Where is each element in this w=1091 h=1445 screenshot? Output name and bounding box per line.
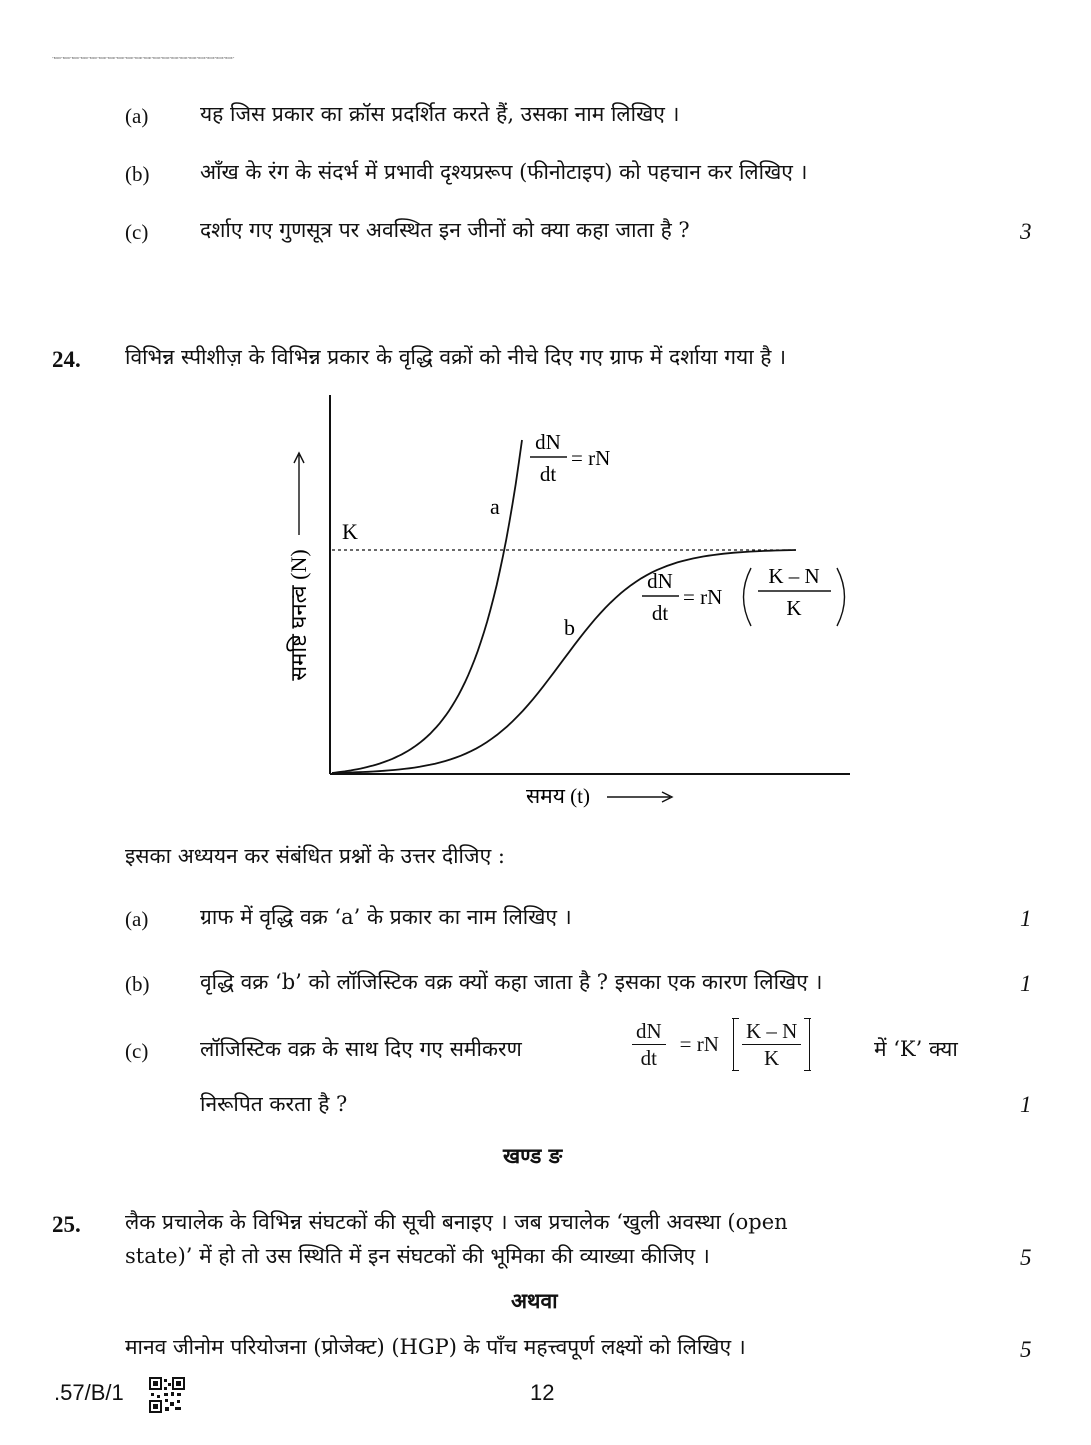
k-label: K [342,519,358,544]
curve-b-logistic [332,550,796,773]
eq-den: dt [640,1046,657,1070]
q24-b-text: वृद्धि वक्र ‘b’ को लॉजिस्टिक वक्र क्यों कहा जाता है ? इसका एक कारण लिखिए । [200,970,823,994]
q24-c-label: (c) [125,1039,149,1063]
eq-b-paren-right [837,568,845,626]
q23-a-label: (a) [125,104,149,128]
eq-frac [632,1018,666,1071]
eq-bracket-left-serif [732,1018,739,1071]
eq-bracket-den: K [764,1046,780,1070]
q23-a-text: यह जिस प्रकार का क्रॉस प्रदर्शित करते हैं, उसका नाम लिखिए । [200,102,680,126]
eq-a-den: dt [539,462,557,486]
growth-curve-chart [270,385,870,825]
q24-stem: विभिन्न स्पीशीज़ के विभिन्न प्रकार के वृद्धि वक्रों को नीचे दिए गए ग्राफ में दर्शाया गया है । [125,345,787,369]
eq-b-num: dN [647,569,673,593]
section-heading: खण्ड ङ [503,1143,563,1168]
q24-c-text-before: लॉजिस्टिक वक्र के साथ दिए गए समीकरण [200,1037,522,1061]
q23-c-label: (c) [125,220,149,244]
or-heading: अथवा [511,1288,558,1313]
eq-rhs: = rN [679,1032,719,1056]
paper-code: .57/B/1 [54,1380,124,1405]
q24-c-text-after: में ‘K’ क्या [874,1037,958,1061]
q25-alt-marks: 5 [1020,1337,1032,1362]
q24-c-marks: 1 [1020,1092,1032,1117]
curve-a-exponential [332,440,522,773]
q25-number: 25. [52,1212,81,1237]
eq-b-paren-num: K – N [768,564,820,588]
q24-c-text-line2: निरूपित करता है ? [200,1092,348,1116]
y-axis-title-group [286,453,311,681]
eq-bracket-right-serif [804,1018,811,1071]
q24-a-marks: 1 [1020,906,1032,931]
q23-marks: 3 [1020,219,1032,244]
q24-a-text: ग्राफ में वृद्धि वक्र ‘a’ के प्रकार का नाम लिखिए । [200,905,572,929]
q24-b-marks: 1 [1020,971,1032,996]
q24-number: 24. [52,347,81,372]
q23-c-text: दर्शाए गए गुणसूत्र पर अवस्थित इन जीनों को क्या कहा जाता है ? [200,218,690,242]
header-microtext: *BOOK*BOOK*BOOK*BOOK*BOOK*BOOK*BOOK*BOOK*BOOK*BOOK*BOOK*BOOK*BOOK*BOOK*BOOK*BOOK*BOOK*BOOK*BOOK*BOOK* [52,56,235,60]
eq-a-rhs: = rN [571,446,611,470]
eq-bracket-frac [742,1018,801,1071]
q25-line1: लैक प्रचालेक के विभिन्न संघटकों की सूची बनाइए । जब प्रचालेक ‘खुली अवस्था (open [125,1210,788,1234]
page-number: 12 [530,1380,555,1405]
curve-b-label: b [564,615,575,640]
q24-a-label: (a) [125,907,149,931]
y-axis-title: समष्टि घनत्व (N) [286,549,311,681]
q23-b-label: (b) [125,162,150,186]
eq-num: dN [632,1018,666,1045]
q24-instruction: इसका अध्ययन कर संबंधित प्रश्नों के उत्तर दीजिए : [125,844,505,868]
eq-bracket-num: K – N [742,1018,801,1045]
curve-a-label: a [490,494,500,519]
q23-b-text: आँख के रंग के संदर्भ में प्रभावी दृश्यप्ररूप (फीनोटाइप) को पहचान कर लिखिए । [200,160,808,184]
eq-b-paren-left [744,568,752,626]
q25-alt: मानव जीनोम परियोजना (प्रोजेक्ट) (HGP) के पाँच महत्त्वपूर्ण लक्ष्यों को लिखिए । [125,1335,746,1359]
q24-c-equation [632,1018,810,1071]
q25-line2: state)’ में हो तो उस स्थिति में इन संघटकों की भूमिका की व्याख्या कीजिए । [125,1244,710,1268]
q25-marks: 5 [1020,1245,1032,1270]
eq-b-den: dt [651,601,669,625]
qr-code-icon [149,1377,185,1413]
eq-a-num: dN [535,430,561,454]
x-axis-title: समय (t) [525,784,591,808]
q24-b-label: (b) [125,972,150,996]
eq-bracket [733,1018,810,1071]
eq-b-paren-den: K [786,596,802,620]
eq-b-rhs: = rN [683,585,723,609]
